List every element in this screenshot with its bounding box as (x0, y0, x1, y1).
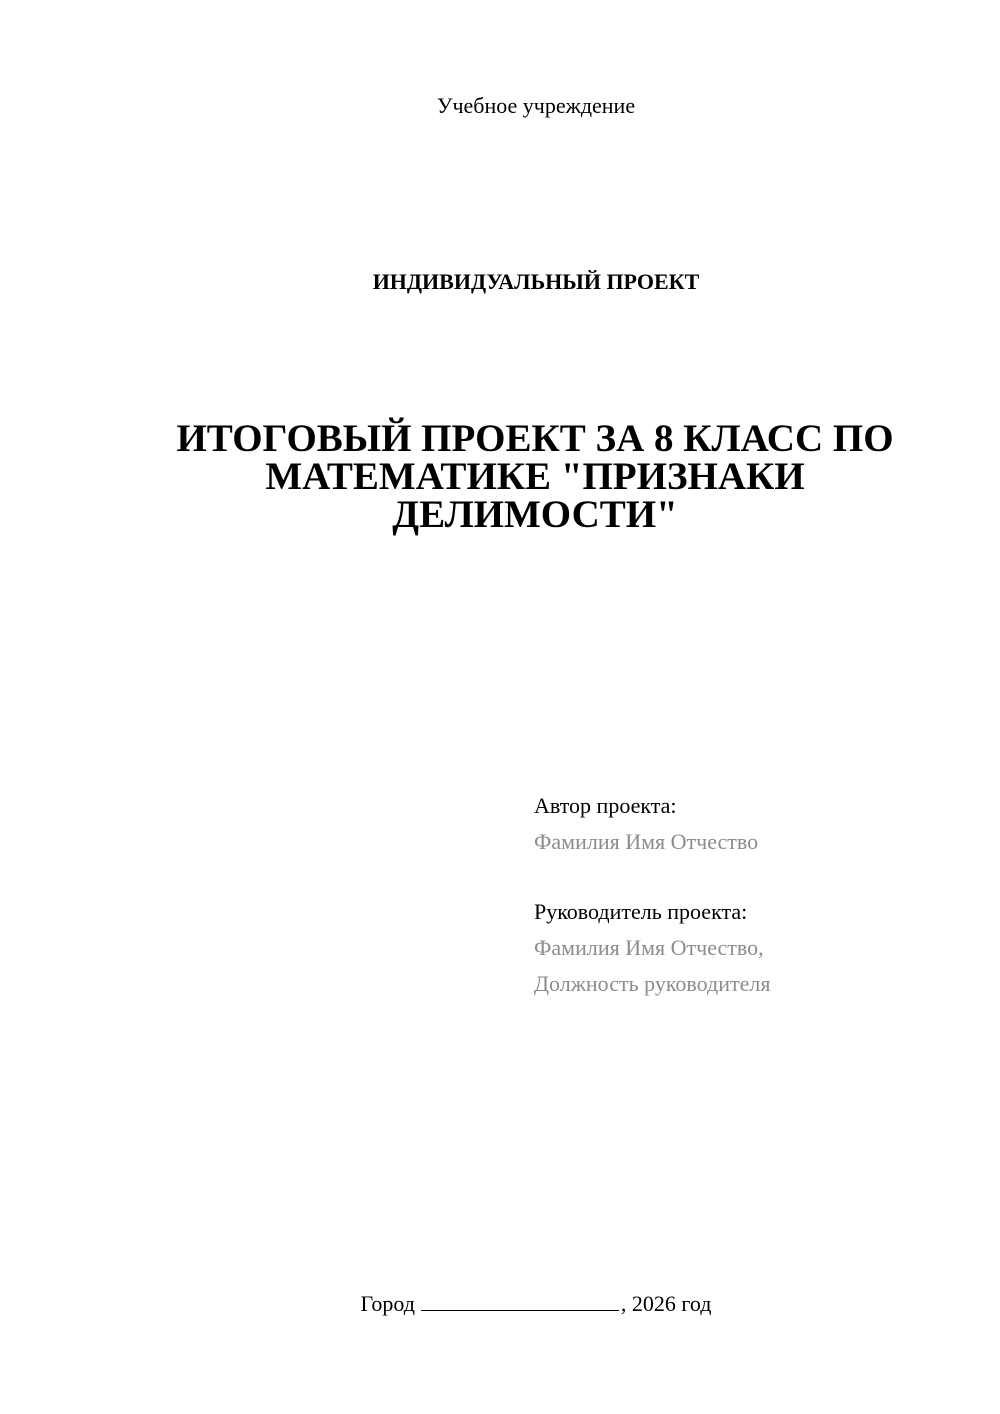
year-text: , 2026 год (620, 1291, 712, 1316)
institution-name: Учебное учреждение (436, 93, 636, 118)
project-info-block (534, 788, 974, 1002)
author-name: Фамилия Имя Отчество (534, 829, 759, 854)
author-label: Автор проекта: (534, 793, 677, 818)
city-year-line (0, 1290, 1000, 1318)
supervisor-label: Руководитель проекта: (534, 899, 748, 924)
info-spacer (534, 860, 974, 894)
city-blank-line (421, 1292, 619, 1311)
city-label: Город (360, 1291, 415, 1316)
supervisor-name: Фамилия Имя Отчество, (534, 935, 764, 960)
project-title (150, 417, 920, 536)
supervisor-position: Должность руководителя (534, 971, 771, 996)
project-type-heading: ИНДИВИДУАЛЬНЫЙ ПРОЕКТ (372, 269, 700, 294)
project-title-line: ДЕЛИМОСТИ" (392, 493, 678, 536)
project-title-line: МАТЕМАТИКЕ "ПРИЗНАКИ (265, 455, 805, 498)
project-title-line: ИТОГОВЫЙ ПРОЕКТ ЗА 8 КЛАСС ПО (176, 417, 894, 460)
